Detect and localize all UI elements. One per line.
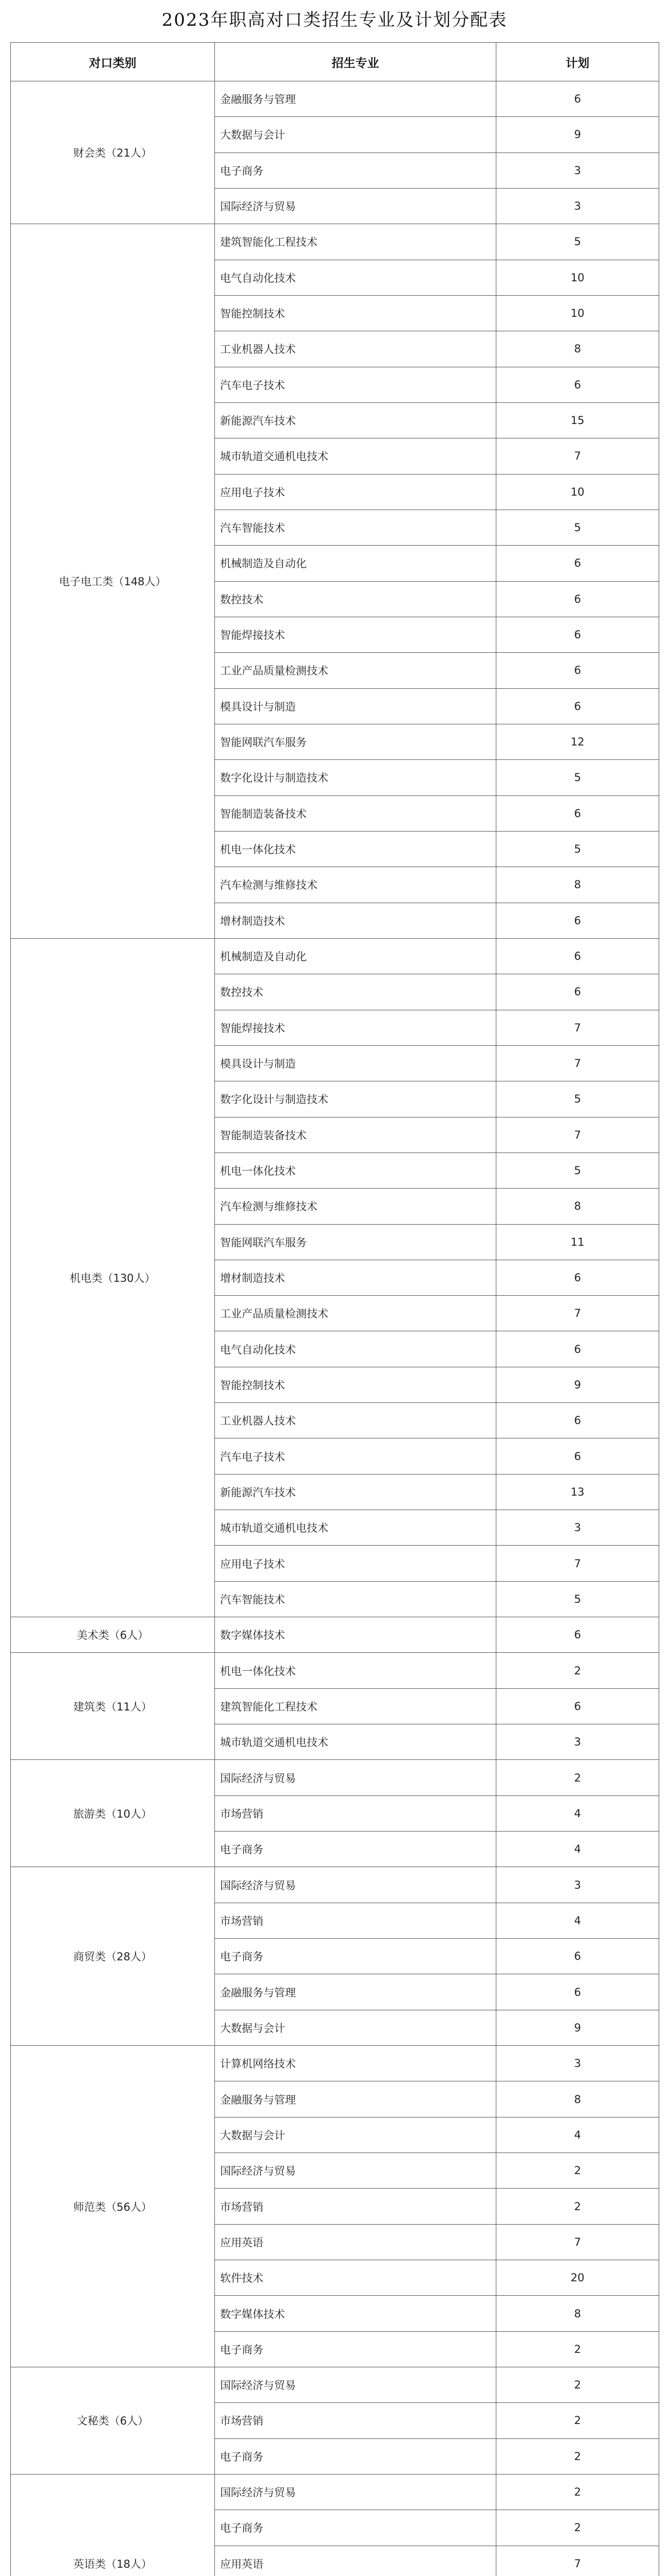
plan-cell: 12 xyxy=(496,724,659,759)
plan-cell: 2 xyxy=(496,1653,659,1688)
plan-cell: 6 xyxy=(496,1688,659,1724)
category-cell: 英语类（18人） xyxy=(11,2474,215,2576)
plan-cell: 9 xyxy=(496,2010,659,2045)
major-cell: 市场营销 xyxy=(215,1903,496,1938)
table-row xyxy=(11,2367,659,2403)
major-cell: 汽车检测与维修技术 xyxy=(215,867,496,903)
plan-cell: 2 xyxy=(496,2367,659,2403)
major-cell: 国际经济与贸易 xyxy=(215,1867,496,1903)
plan-cell: 2 xyxy=(496,2510,659,2546)
table-row xyxy=(11,81,659,117)
plan-cell: 6 xyxy=(496,1939,659,1974)
major-cell: 模具设计与制造 xyxy=(215,688,496,724)
plan-cell: 2 xyxy=(496,1760,659,1795)
major-cell: 汽车电子技术 xyxy=(215,1438,496,1474)
table-row xyxy=(11,1760,659,1795)
plan-cell: 6 xyxy=(496,653,659,688)
plan-cell: 2 xyxy=(496,2403,659,2438)
major-cell: 智能网联汽车服务 xyxy=(215,724,496,759)
major-cell: 软件技术 xyxy=(215,2260,496,2296)
category-cell: 财会类（21人） xyxy=(11,81,215,224)
major-cell: 计算机网络技术 xyxy=(215,2046,496,2081)
major-cell: 市场营销 xyxy=(215,2189,496,2224)
major-cell: 智能制造装备技术 xyxy=(215,1117,496,1153)
header-plan: 计划 xyxy=(496,43,659,81)
major-cell: 工业产品质量检测技术 xyxy=(215,653,496,688)
plan-cell: 9 xyxy=(496,1367,659,1402)
category-cell: 师范类（56人） xyxy=(11,2046,215,2367)
plan-cell: 6 xyxy=(496,903,659,938)
major-cell: 电气自动化技术 xyxy=(215,260,496,295)
major-cell: 汽车检测与维修技术 xyxy=(215,1189,496,1224)
major-cell: 数字化设计与制造技术 xyxy=(215,760,496,795)
major-cell: 应用英语 xyxy=(215,2224,496,2260)
major-cell: 金融服务与管理 xyxy=(215,2081,496,2117)
major-cell: 电子商务 xyxy=(215,2438,496,2474)
plan-cell: 8 xyxy=(496,331,659,367)
major-cell: 电子商务 xyxy=(215,2510,496,2546)
plan-cell: 5 xyxy=(496,1153,659,1188)
plan-cell: 7 xyxy=(496,2546,659,2576)
plan-cell: 3 xyxy=(496,152,659,188)
plan-cell: 2 xyxy=(496,2331,659,2367)
major-cell: 工业机器人技术 xyxy=(215,1403,496,1438)
major-cell: 数控技术 xyxy=(215,581,496,617)
major-cell: 工业机器人技术 xyxy=(215,331,496,367)
major-cell: 机电一体化技术 xyxy=(215,831,496,867)
plan-cell: 4 xyxy=(496,1795,659,1831)
plan-cell: 6 xyxy=(496,1438,659,1474)
major-cell: 金融服务与管理 xyxy=(215,81,496,117)
major-cell: 电子商务 xyxy=(215,152,496,188)
major-cell: 增材制造技术 xyxy=(215,903,496,938)
category-cell: 商贸类（28人） xyxy=(11,1867,215,2046)
plan-cell: 7 xyxy=(496,438,659,474)
plan-cell: 5 xyxy=(496,760,659,795)
major-cell: 城市轨道交通机电技术 xyxy=(215,1510,496,1546)
header-category: 对口类别 xyxy=(11,43,215,81)
major-cell: 智能焊接技术 xyxy=(215,617,496,652)
major-cell: 机械制造及自动化 xyxy=(215,546,496,581)
major-cell: 建筑智能化工程技术 xyxy=(215,224,496,260)
enrollment-plan-table xyxy=(10,42,659,2576)
major-cell: 大数据与会计 xyxy=(215,117,496,152)
plan-cell: 7 xyxy=(496,1045,659,1081)
major-cell: 智能网联汽车服务 xyxy=(215,1224,496,1260)
major-cell: 国际经济与贸易 xyxy=(215,2367,496,2403)
plan-cell: 11 xyxy=(496,1224,659,1260)
major-cell: 国际经济与贸易 xyxy=(215,2153,496,2189)
plan-cell: 10 xyxy=(496,295,659,331)
plan-cell: 6 xyxy=(496,974,659,1010)
major-cell: 电气自动化技术 xyxy=(215,1331,496,1367)
plan-cell: 5 xyxy=(496,1581,659,1617)
plan-cell: 2 xyxy=(496,2189,659,2224)
plan-cell: 7 xyxy=(496,1117,659,1153)
major-cell: 市场营销 xyxy=(215,1795,496,1831)
plan-cell: 6 xyxy=(496,1617,659,1653)
major-cell: 市场营销 xyxy=(215,2403,496,2438)
plan-cell: 6 xyxy=(496,581,659,617)
table-body xyxy=(11,81,659,2576)
plan-cell: 5 xyxy=(496,831,659,867)
plan-cell: 3 xyxy=(496,1510,659,1546)
major-cell: 应用电子技术 xyxy=(215,474,496,510)
major-cell: 机械制造及自动化 xyxy=(215,938,496,974)
plan-cell: 6 xyxy=(496,81,659,117)
plan-cell: 6 xyxy=(496,1260,659,1295)
category-cell: 旅游类（10人） xyxy=(11,1760,215,1867)
table-row xyxy=(11,1867,659,1903)
plan-cell: 4 xyxy=(496,1903,659,1938)
major-cell: 增材制造技术 xyxy=(215,1260,496,1295)
major-cell: 数字媒体技术 xyxy=(215,1617,496,1653)
major-cell: 模具设计与制造 xyxy=(215,1045,496,1081)
plan-cell: 5 xyxy=(496,1081,659,1117)
major-cell: 电子商务 xyxy=(215,2331,496,2367)
plan-cell: 2 xyxy=(496,2438,659,2474)
major-cell: 金融服务与管理 xyxy=(215,1974,496,2010)
plan-cell: 4 xyxy=(496,1832,659,1867)
plan-cell: 15 xyxy=(496,402,659,438)
major-cell: 大数据与会计 xyxy=(215,2117,496,2153)
plan-cell: 9 xyxy=(496,117,659,152)
major-cell: 数字媒体技术 xyxy=(215,2296,496,2331)
document-title: 2023年职高对口类招生专业及计划分配表 xyxy=(161,10,508,30)
plan-cell: 10 xyxy=(496,260,659,295)
major-cell: 新能源汽车技术 xyxy=(215,402,496,438)
plan-cell: 6 xyxy=(496,688,659,724)
category-cell: 电子电工类（148人） xyxy=(11,224,215,939)
plan-cell: 7 xyxy=(496,2224,659,2260)
plan-cell: 6 xyxy=(496,938,659,974)
major-cell: 数字化设计与制造技术 xyxy=(215,1081,496,1117)
plan-cell: 8 xyxy=(496,1189,659,1224)
major-cell: 电子商务 xyxy=(215,1832,496,1867)
plan-cell: 7 xyxy=(496,1010,659,1045)
plan-cell: 6 xyxy=(496,367,659,402)
plan-cell: 6 xyxy=(496,795,659,831)
table-row xyxy=(11,1653,659,1688)
major-cell: 汽车智能技术 xyxy=(215,1581,496,1617)
category-cell: 建筑类（11人） xyxy=(11,1653,215,1760)
header-major: 招生专业 xyxy=(215,43,496,81)
plan-cell: 6 xyxy=(496,617,659,652)
plan-cell: 10 xyxy=(496,474,659,510)
plan-cell: 8 xyxy=(496,2081,659,2117)
major-cell: 智能焊接技术 xyxy=(215,1010,496,1045)
plan-cell: 3 xyxy=(496,188,659,224)
table-row xyxy=(11,2046,659,2081)
plan-cell: 4 xyxy=(496,2117,659,2153)
plan-cell: 6 xyxy=(496,1403,659,1438)
major-cell: 应用电子技术 xyxy=(215,1546,496,1581)
major-cell: 机电一体化技术 xyxy=(215,1153,496,1188)
plan-cell: 13 xyxy=(496,1474,659,1510)
major-cell: 智能制造装备技术 xyxy=(215,795,496,831)
major-cell: 汽车电子技术 xyxy=(215,367,496,402)
table-row xyxy=(11,1617,659,1653)
table-header-row xyxy=(11,43,659,81)
plan-cell: 5 xyxy=(496,510,659,545)
major-cell: 应用英语 xyxy=(215,2546,496,2576)
table-row xyxy=(11,938,659,974)
plan-cell: 8 xyxy=(496,2296,659,2331)
plan-cell: 6 xyxy=(496,1974,659,2010)
major-cell: 汽车智能技术 xyxy=(215,510,496,545)
major-cell: 工业产品质量检测技术 xyxy=(215,1296,496,1331)
major-cell: 大数据与会计 xyxy=(215,2010,496,2045)
plan-cell: 3 xyxy=(496,1867,659,1903)
category-cell: 机电类（130人） xyxy=(11,938,215,1617)
major-cell: 新能源汽车技术 xyxy=(215,1474,496,1510)
category-cell: 美术类（6人） xyxy=(11,1617,215,1653)
plan-cell: 6 xyxy=(496,1331,659,1367)
plan-cell: 2 xyxy=(496,2474,659,2510)
table-row xyxy=(11,224,659,260)
major-cell: 智能控制技术 xyxy=(215,295,496,331)
plan-cell: 2 xyxy=(496,2153,659,2189)
plan-cell: 7 xyxy=(496,1546,659,1581)
major-cell: 机电一体化技术 xyxy=(215,1653,496,1688)
major-cell: 国际经济与贸易 xyxy=(215,2474,496,2510)
plan-cell: 3 xyxy=(496,2046,659,2081)
major-cell: 智能控制技术 xyxy=(215,1367,496,1402)
plan-cell: 8 xyxy=(496,867,659,903)
table-row xyxy=(11,2474,659,2510)
category-cell: 文秘类（6人） xyxy=(11,2367,215,2475)
plan-cell: 7 xyxy=(496,1296,659,1331)
major-cell: 城市轨道交通机电技术 xyxy=(215,438,496,474)
major-cell: 数控技术 xyxy=(215,974,496,1010)
plan-cell: 20 xyxy=(496,2260,659,2296)
major-cell: 建筑智能化工程技术 xyxy=(215,1688,496,1724)
major-cell: 国际经济与贸易 xyxy=(215,188,496,224)
plan-cell: 6 xyxy=(496,546,659,581)
plan-cell: 5 xyxy=(496,224,659,260)
major-cell: 国际经济与贸易 xyxy=(215,1760,496,1795)
major-cell: 电子商务 xyxy=(215,1939,496,1974)
major-cell: 城市轨道交通机电技术 xyxy=(215,1724,496,1760)
plan-cell: 3 xyxy=(496,1724,659,1760)
